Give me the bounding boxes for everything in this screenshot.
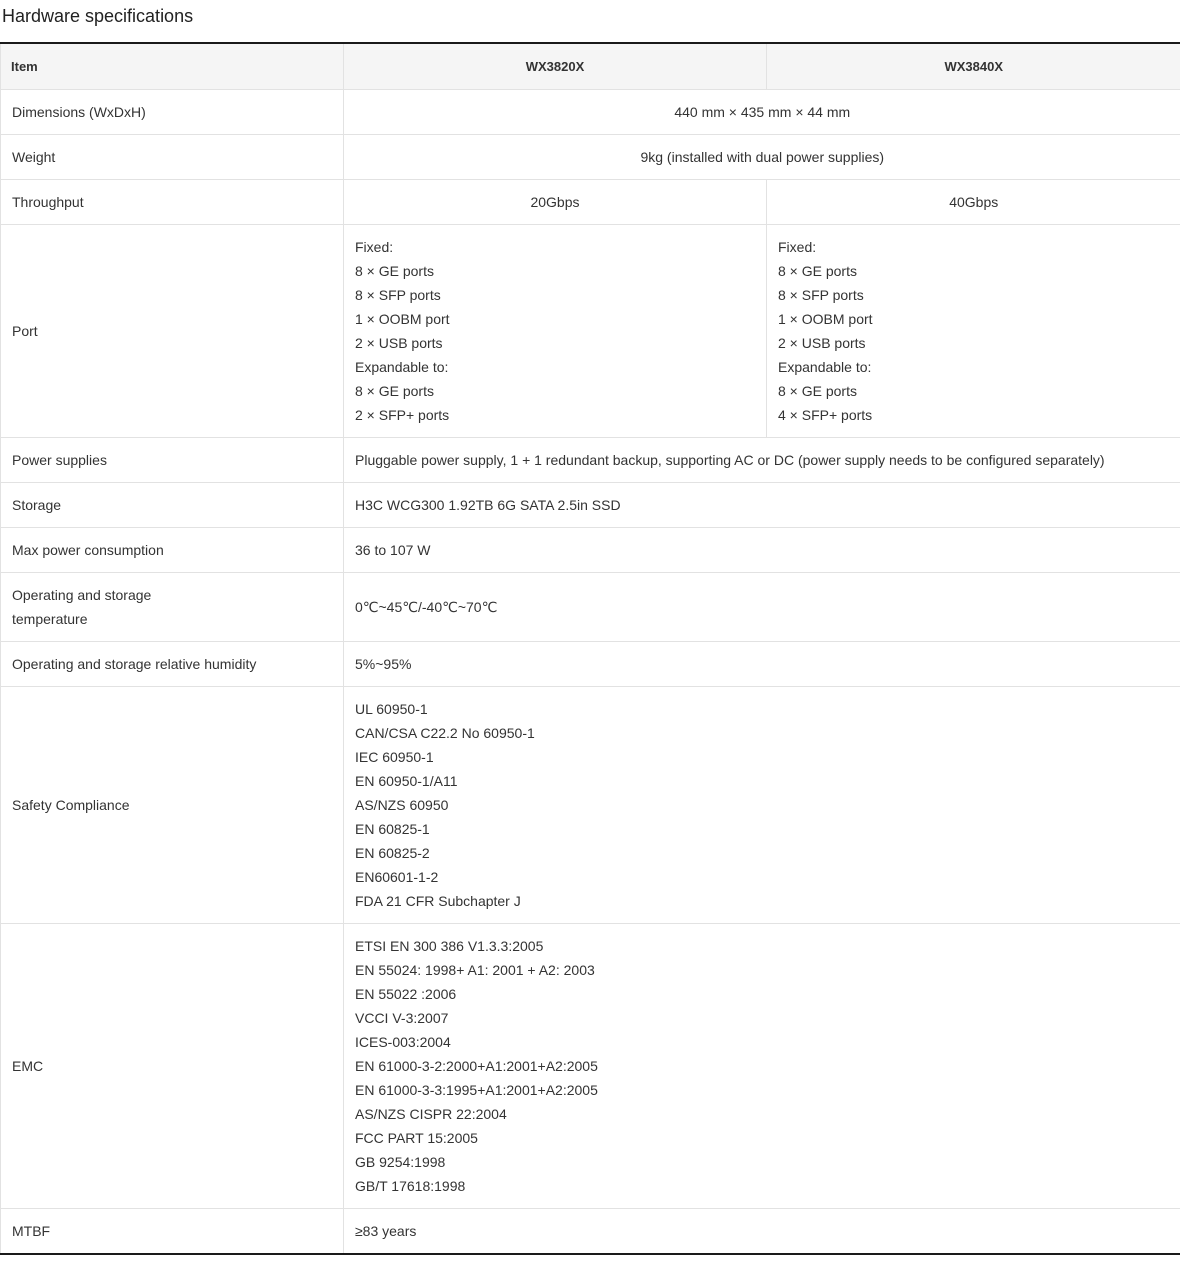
- row-label: Storage: [1, 483, 344, 528]
- table-row-mtbf: [1, 1209, 1180, 1255]
- table-row-throughput: [1, 180, 1180, 225]
- row-value: H3C WCG300 1.92TB 6G SATA 2.5in SSD: [344, 483, 1180, 528]
- table-row-humidity: [1, 642, 1180, 687]
- port-line: 8 × GE ports: [355, 383, 434, 399]
- page-title: Hardware specifications: [2, 6, 194, 26]
- row-label: Power supplies: [1, 438, 344, 483]
- emc-standard: VCCI V-3:2007: [355, 1010, 449, 1026]
- row-value: [344, 924, 1180, 1209]
- emc-standard: EN 55024: 1998+ A1: 2001 + A2: 2003: [355, 962, 595, 978]
- row-label: Safety Compliance: [1, 687, 344, 924]
- port-line: 8 × SFP ports: [355, 287, 441, 303]
- safety-standard: CAN/CSA C22.2 No 60950-1: [355, 725, 535, 741]
- safety-standard: EN60601-1-2: [355, 869, 439, 885]
- safety-standard: EN 60950-1/A11: [355, 773, 458, 789]
- table-row-emc: [1, 924, 1180, 1209]
- safety-standard: UL 60950-1: [355, 701, 428, 717]
- emc-standard: GB 9254:1998: [355, 1154, 446, 1170]
- table-row-temperature: [1, 573, 1180, 642]
- safety-standard: FDA 21 CFR Subchapter J: [355, 893, 521, 909]
- safety-standard: AS/NZS 60950: [355, 797, 449, 813]
- row-value-wx3820x: [344, 225, 767, 438]
- port-line: Expandable to:: [778, 359, 872, 375]
- row-value: 0℃~45℃/-40℃~70℃: [344, 573, 1180, 642]
- row-value: 36 to 107 W: [344, 528, 1180, 573]
- emc-standard: AS/NZS CISPR 22:2004: [355, 1106, 507, 1122]
- header-model-wx3820x: WX3820X: [344, 43, 767, 90]
- row-label: EMC: [1, 924, 344, 1209]
- table-row-power-supplies: [1, 438, 1180, 483]
- port-line: 1 × OOBM port: [778, 311, 873, 327]
- row-value: [344, 687, 1180, 924]
- port-line: 4 × SFP+ ports: [778, 407, 873, 423]
- emc-standard: EN 55022 :2006: [355, 986, 457, 1002]
- port-line: Expandable to:: [355, 359, 449, 375]
- row-label: Dimensions (WxDxH): [1, 90, 344, 135]
- table-row-storage: [1, 483, 1180, 528]
- row-label: [1, 573, 344, 642]
- port-line: 2 × SFP+ ports: [355, 407, 450, 423]
- port-line: 8 × GE ports: [355, 263, 434, 279]
- table-row-max-power: [1, 528, 1180, 573]
- header-item: Item: [1, 43, 344, 90]
- emc-standard: ICES-003:2004: [355, 1034, 451, 1050]
- row-value: 5%~95%: [344, 642, 1180, 687]
- row-value: 9kg (installed with dual power supplies): [344, 135, 1180, 180]
- hardware-spec-table: [0, 42, 1180, 1255]
- emc-standard: EN 61000-3-3:1995+A1:2001+A2:2005: [355, 1082, 598, 1098]
- emc-standard: EN 61000-3-2:2000+A1:2001+A2:2005: [355, 1058, 598, 1074]
- port-line: 8 × GE ports: [778, 383, 857, 399]
- table-row-dimensions: [1, 90, 1180, 135]
- port-line: 8 × GE ports: [778, 263, 857, 279]
- row-label: Operating and storage relative humidity: [1, 642, 344, 687]
- row-label: Max power consumption: [1, 528, 344, 573]
- safety-standard: IEC 60950-1: [355, 749, 434, 765]
- emc-standard: ETSI EN 300 386 V1.3.3:2005: [355, 938, 544, 954]
- port-line: Fixed:: [355, 239, 394, 255]
- port-line: Fixed:: [778, 239, 817, 255]
- row-label: Port: [1, 225, 344, 438]
- row-label: MTBF: [1, 1209, 344, 1255]
- row-label: Throughput: [1, 180, 344, 225]
- row-label: Weight: [1, 135, 344, 180]
- row-value-wx3840x: [767, 225, 1180, 438]
- row-value: 440 mm × 435 mm × 44 mm: [344, 90, 1180, 135]
- table-row-port: [1, 225, 1180, 438]
- port-line: 1 × OOBM port: [355, 311, 450, 327]
- safety-standard: EN 60825-2: [355, 845, 430, 861]
- emc-standard: FCC PART 15:2005: [355, 1130, 478, 1146]
- port-line: 2 × USB ports: [355, 335, 443, 351]
- row-value-wx3840x: 40Gbps: [767, 180, 1180, 225]
- row-label-line: Operating and storage: [12, 587, 152, 603]
- table-row-safety: [1, 687, 1180, 924]
- safety-standard: EN 60825-1: [355, 821, 430, 837]
- table-row-weight: [1, 135, 1180, 180]
- emc-standard: GB/T 17618:1998: [355, 1178, 466, 1194]
- header-model-wx3840x: WX3840X: [767, 43, 1180, 90]
- port-line: 8 × SFP ports: [778, 287, 864, 303]
- table-header-row: [1, 43, 1180, 90]
- row-value: Pluggable power supply, 1 + 1 redundant backup, supporting AC or DC (power supply needs to be configured separately): [344, 438, 1180, 483]
- port-line: 2 × USB ports: [778, 335, 866, 351]
- row-label-line: temperature: [12, 611, 88, 627]
- row-value: ≥83 years: [344, 1209, 1180, 1255]
- row-value-wx3820x: 20Gbps: [344, 180, 767, 225]
